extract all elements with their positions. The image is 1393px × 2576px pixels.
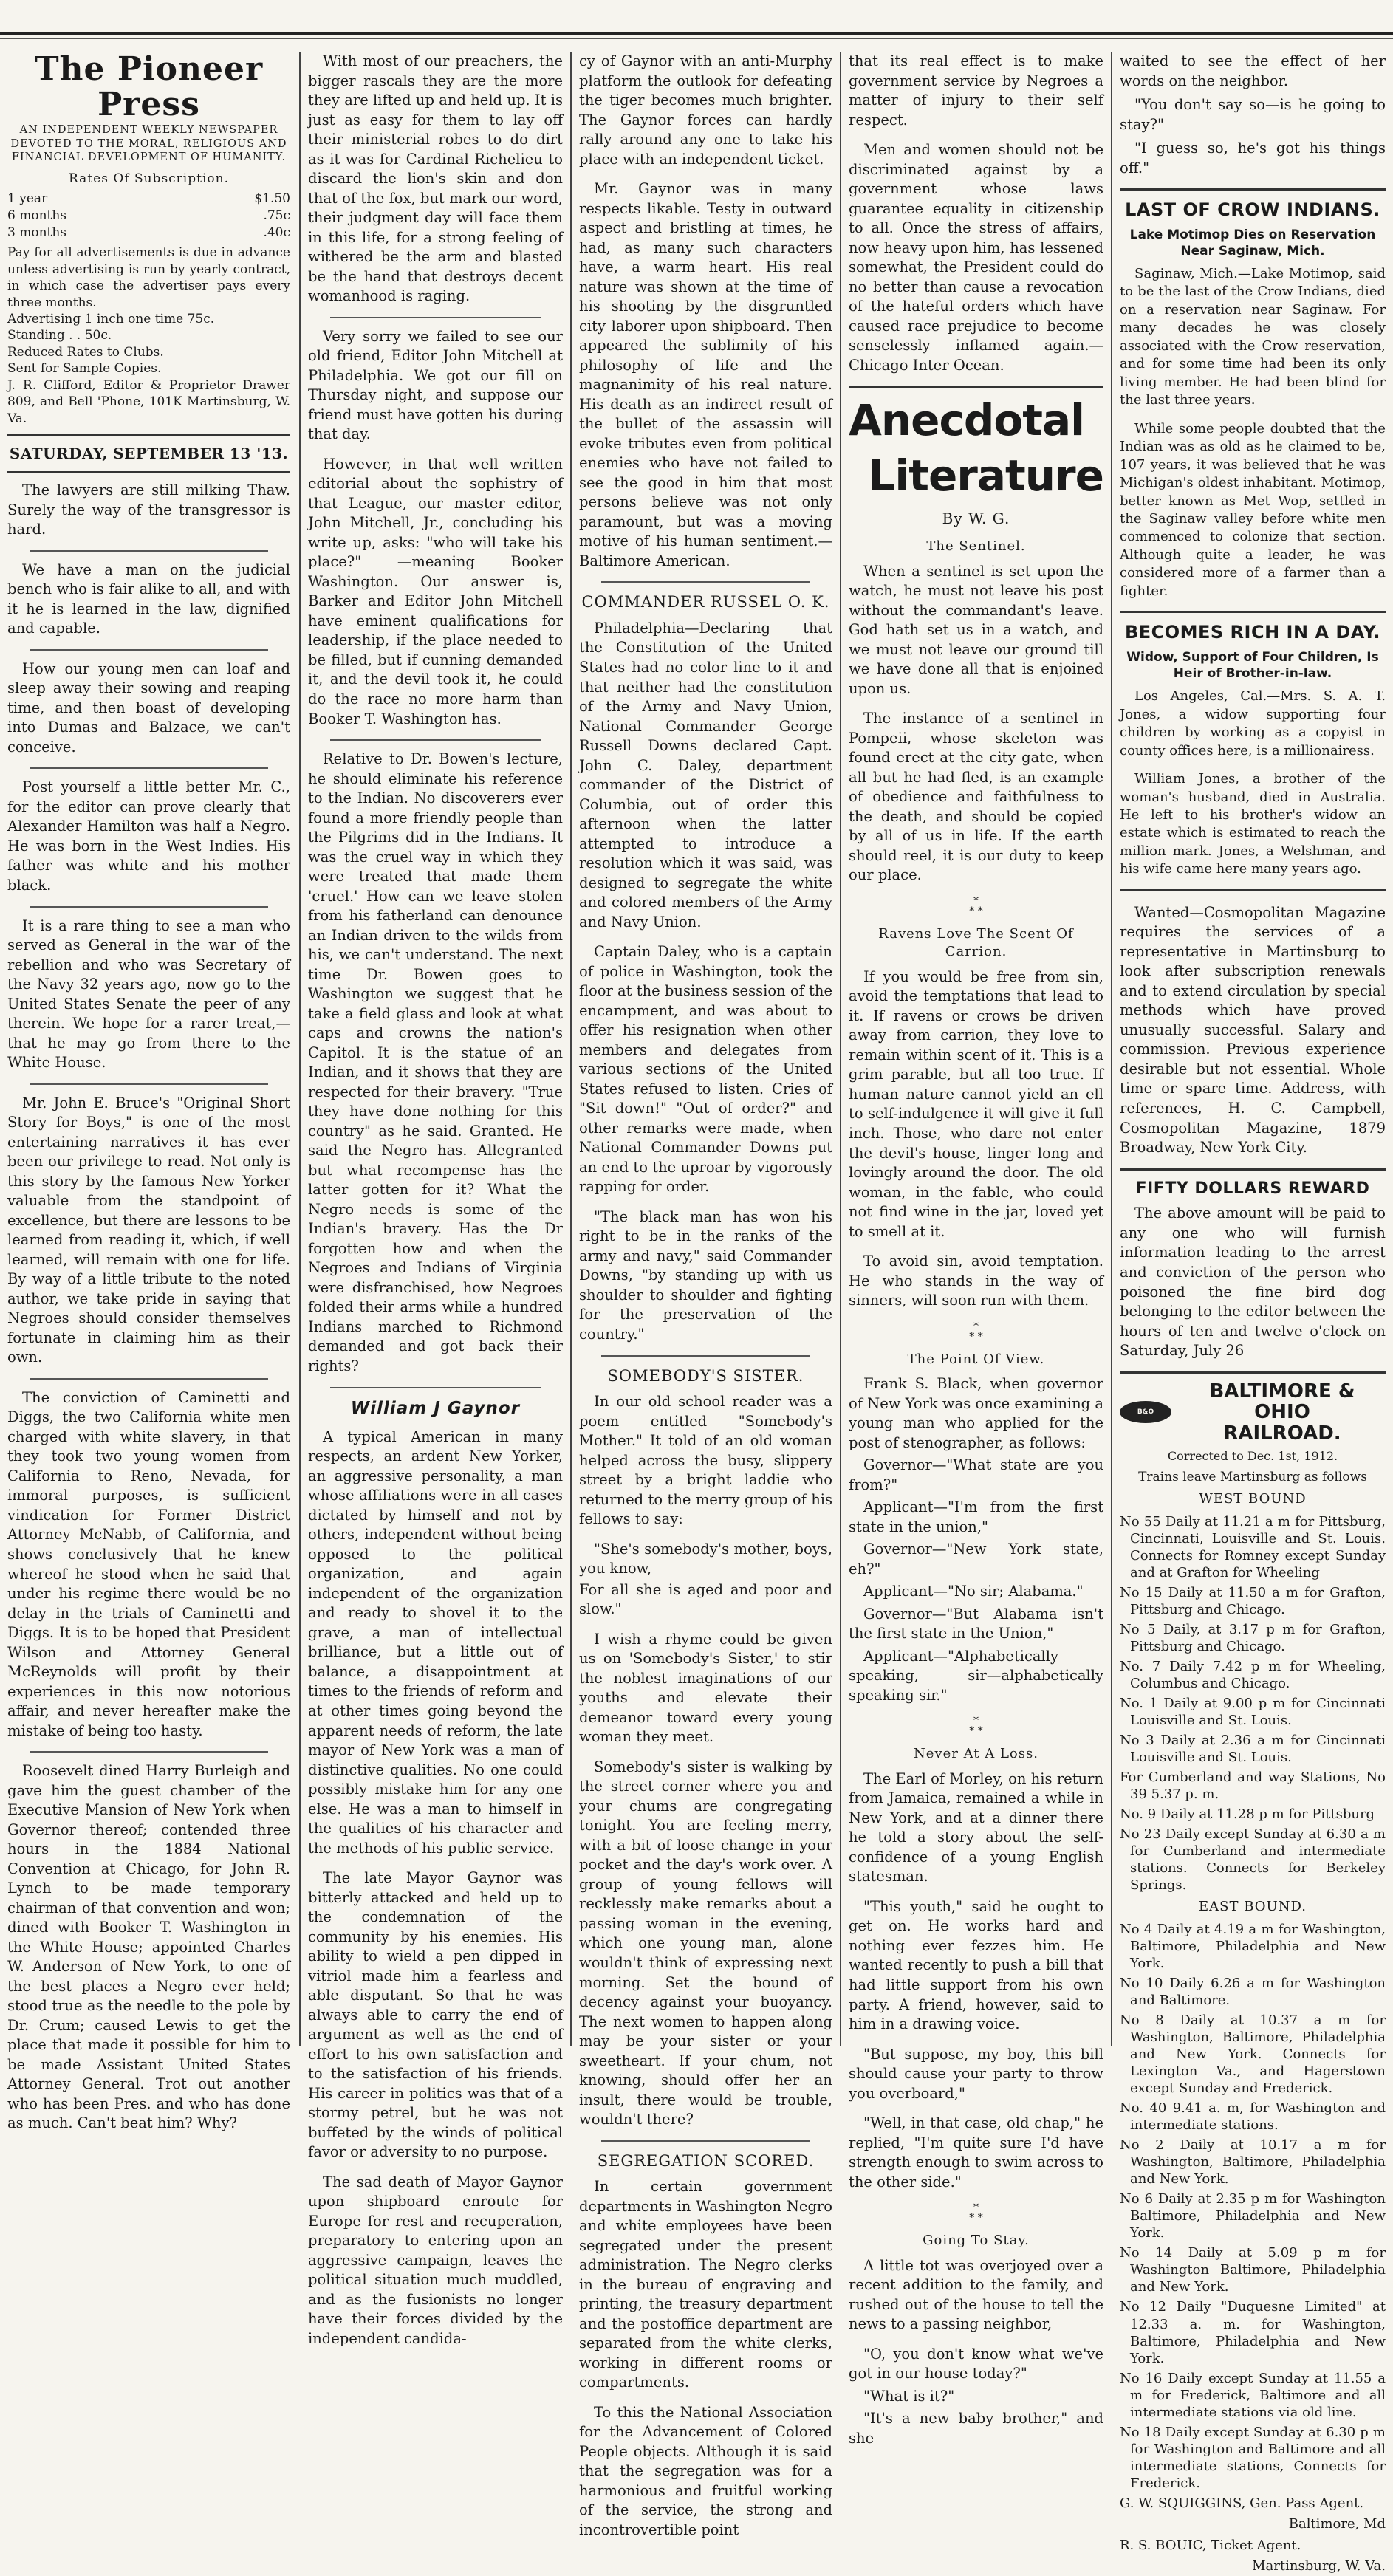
dialogue-line: Governor—"What state are you from?"	[849, 1456, 1103, 1493]
article-paragraph: Los Angeles, Cal.—Mrs. S. A. T. Jones, a widow supporting four children by working as a copyist in county offices here, is a millionairess.	[1120, 688, 1386, 758]
rule	[1120, 889, 1386, 891]
article-headline: SEGREGATION SCORED.	[597, 2151, 815, 2170]
anecdote-paragraph: A little tot was overjoyed over a recent addition to the family, and rushed out of the house to tell the news to a passing neighbor,	[849, 2256, 1103, 2333]
dialogue-line: Applicant—"I'm from the first state in the union,"	[849, 1498, 1103, 1535]
divider	[330, 317, 541, 318]
schedule-entry: No. 1 Daily at 9.00 p m for Cincinnati Louisville and St. Louis.	[1120, 1696, 1386, 1729]
anecdote-paragraph: To avoid sin, avoid temptation. He who stands in the way of sinners, will soon run with them.	[849, 1253, 1103, 1309]
rate-row: 6 months .75c	[7, 208, 290, 224]
editorial-paragraph: It is a rare thing to see a man who served as General in the war of the rebellion and who was Secretary of the Navy 32 years ago, now go to the United States Senate the peer of any therein. We hope for a rarer treat,—that he may go from there to the White House.	[7, 917, 290, 1072]
rule	[1120, 188, 1386, 191]
rule	[7, 434, 290, 436]
schedule-entry: No. 9 Daily at 11.28 p m for Pittsburg	[1120, 1806, 1375, 1823]
schedule-entry: No 10 Daily 6.26 a m for Washington and Baltimore.	[1120, 1975, 1386, 2008]
article-headline: William J Gaynor	[350, 1398, 521, 1418]
schedule-entry: No 2 Daily at 10.17 a m for Washington, Baltimore, Philadelphia and New York.	[1120, 2137, 1386, 2188]
byline: By W. G.	[942, 510, 1010, 528]
schedule-westbound	[1120, 1513, 1386, 1894]
article-paragraph: I wish a rhyme could be given us on 'Somebody's Sister,' to stir the noblest imaginations of our youths and elevate their demeanor toward every young woman they meet.	[579, 1630, 832, 1746]
agent-city: Martinsburg, W. Va.	[1252, 2558, 1386, 2575]
ornament: * * *	[969, 1715, 983, 1738]
schedule-entry: No 55 Daily at 11.21 a m for Pittsburg, Cincinnati, Louisville and St. Louis. Connects for Romney except Sunday and at Grafton for Wheeling	[1120, 1513, 1386, 1580]
editorial-paragraph: We have a man on the judicial bench who is fair alike to all, and with it he is learned in the law, dignified and capable.	[7, 561, 290, 637]
schedule-entry: No 18 Daily except Sunday at 6.30 p m for Washington and Baltimore and all intermediate stations, Connects for Frederick.	[1120, 2424, 1386, 2491]
section-title: Literature	[868, 451, 1103, 501]
anecdote-headline: Going To Stay.	[923, 2233, 1030, 2249]
divider	[601, 581, 810, 583]
editorial-paragraph: With most of our preachers, the bigger rascals they are the more they are lifted up and held up. It is just as easy for them to lay off their ministerial robes to do dirt as it was for Cardinal Richelieu to discard the lion's skin and don that of the fox, but mark our word, their judgment day will face them in this life, for a strong feeling of withered be the arm and blasted be the hand that destroys decent womanhood is raging.	[308, 52, 563, 305]
schedule-entry: No 12 Daily "Duquesne Limited" at 12.33 a. m. for Washington, Baltimore, Philadelphia and New York.	[1120, 2299, 1386, 2366]
editorial-paragraph: Post yourself a little better Mr. C., for the editor can prove clearly that Alexander Hamilton was half a Negro. He was born in the West Indies. His father was white and his mother black.	[7, 778, 290, 894]
article-paragraph: cy of Gaynor with an anti-Murphy platform the outlook for defeating the tiger becomes much brighter. The Gaynor forces can hardly rally around any one to take his place with an independent ticket.	[579, 52, 832, 168]
schedule-entry: For Cumberland and way Stations, No 39 5.37 p. m.	[1120, 1770, 1386, 1803]
divider	[330, 739, 541, 741]
dialogue-line: Applicant—"No sir; Alabama."	[863, 1583, 1084, 1600]
divider	[30, 550, 268, 552]
anecdote-headline: The Sentinel.	[926, 538, 1026, 555]
anecdote-paragraph: "Well, in that case, old chap," he replied, "I'm quite sure I'd have strength enough to swim across to the other side."	[849, 2114, 1103, 2190]
article-headline: BECOMES RICH IN A DAY.	[1124, 622, 1381, 643]
anecdote-paragraph: Frank S. Black, when governor of New York was once examining a young man who applied for the post of stenographer, as follows:	[849, 1375, 1103, 1451]
article-headline: LAST OF CROW INDIANS.	[1125, 199, 1380, 221]
schedule-entry: No. 40 9.41 a. m, for Washington and intermediate stations.	[1120, 2100, 1386, 2134]
schedule-entry: No 3 Daily at 2.36 a m for Cincinnati Louisville and St. Louis.	[1120, 1733, 1386, 1766]
article-paragraph: Mr. Gaynor was in many respects likable. Testy in outward aspect and bristling at times, he had, as many such characters have, a warm heart. His real nature was shown at the time of his shooting by the disgruntled city laborer upon shipboard. Then appeared the sublimity of his philosophy of life and the magnanimity of his real nature. His death as an indirect result of the bullet of the assassin will evoke tributes even from political enemies who have not failed to see the good in him that most persons believe was not only paramount, but was a moving motive of his human sentiment.—Baltimore American.	[579, 180, 832, 569]
ornament: * * *	[969, 1320, 983, 1343]
article-headline: COMMANDER RUSSEL O. K.	[581, 593, 830, 612]
schedule-heading: WEST BOUND	[1199, 1491, 1307, 1507]
column-3	[572, 52, 840, 2538]
agent-signature: G. W. SQUIGGINS, Gen. Pass Agent.	[1120, 2495, 1364, 2511]
article-subhead: Lake Motimop Dies on Reservation Near Saginaw, Mich.	[1129, 227, 1376, 258]
anecdote-paragraph: The instance of a sentinel in Pompeii, whose skeleton was found erect at the city gate, when all but he had fled, is an example of obedience and faithfulness to the death, and should be copied by all of us in life. If the earth should reel, it is our duty to keep our place.	[849, 710, 1103, 884]
dialogue-line: "It's a new baby brother," and she	[849, 2410, 1103, 2447]
article-headline: SOMEBODY'S SISTER.	[607, 1366, 804, 1385]
ornament: * * *	[969, 894, 983, 917]
classified-ad: Wanted—Cosmopolitan Magazine requires the services of a representative in Martinsburg to look after subscription renewals and to extend circulation by special methods which have proved unusually successful. Salary and commission. Previous experience desirable but not essential. Whole time or spare time. Address, with references, H. C. Campbell, Cosmopolitan Magazine, 1879 Broadway, New York City.	[1120, 903, 1386, 1157]
divider	[30, 767, 268, 769]
column-4	[841, 52, 1111, 2447]
schedule-entry: No 4 Daily at 4.19 a m for Washington, Baltimore, Philadelphia and New York.	[1120, 1921, 1386, 1971]
article-paragraph: The late Mayor Gaynor was bitterly attacked and held up to the condemnation of the community by his enemies. His ability to wield a pen dipped in vitriol made him a fearless and able disputant. So that he was always able to carry the end of argument as well as the end of effort to his own satisfaction and to the satisfaction of his friends. His career in politics was that of a stormy petrel, but he was not buffeted by the winds of political favor or adversity to no purpose.	[308, 1869, 563, 2161]
railroad-logo-icon: B&O	[1120, 1401, 1171, 1423]
dialogue-line: "You don't say so—is he going to stay?"	[1120, 96, 1386, 133]
article-paragraph: "The black man has won his right to be in the ranks of the army and navy," said Commander Downs, "by standing up with us shoulder to shoulder and fighting for the preservation of the country."	[579, 1208, 832, 1343]
editorial-paragraph: However, in that well written editorial about the sophistry of that League, our master editor, John Mitchell, Jr., concluding his write up, asks: "who will take his place?" —meaning Booker Washington. Our answer is, Barker and Editor John Mitchell have eminent qualifications for leadership, if the place needed to be filled, but if cunning demanded it, and the devil took it, he could do the race no more harm than Booker T. Washington has.	[308, 455, 563, 727]
editorial-paragraph: Roosevelt dined Harry Burleigh and gave him the guest chamber of the Executive Mansion of New York when Governor thereof; contended three hours in the 1884 National Convention at Chicago, for John R. Lynch to be made temporary chairman of that convention and won; dined with Booker T. Washington in the White House; appointed Charles W. Anderson of New York, to one of the best places a Negro ever held; stood true as the needle to the pole by Dr. Crum; caused Lewis to get the place that made it possible for him to be made Assistant United States Attorney General. Trot out another who has been Pres. and who has done as much. Can't beat him? Why?	[7, 1762, 290, 2132]
dialogue-line: Governor—"New York state, eh?"	[849, 1541, 1103, 1578]
article-subhead: Widow, Support of Four Children, Is Heir of Brother-in-law.	[1126, 649, 1379, 682]
editorial-paragraph: Mr. John E. Bruce's "Original Short Story for Boys," is one of the most entertaining narratives it has ever been our privilege to read. Not only is this story by the famous New Yorker valuable from the standpoint of excellence, but there are lessons to be learned from reading it, which, if well learned, will remain with one for life. By way of a little tribute to the noted author, we take pride in saying that Negroes should consider themselves fortunate in claiming him as their own.	[7, 1094, 290, 1366]
railroad-header	[1120, 1381, 1386, 1445]
divider	[330, 1387, 541, 1388]
divider	[601, 1355, 810, 1357]
schedule-entry: No 16 Daily except Sunday at 11.55 a m for Frederick, Baltimore and all intermediate stations via old line.	[1120, 2370, 1386, 2420]
article-paragraph: Captain Daley, who is a captain of police in Washington, took the floor at the business session of the encampment, and was about to offer his resignation when other members and delegates from various sections of the United States refused to listen. Cries of "Sit down!" "Out of order?" and other remarks were made, when National Commander Downs put an end to the uproar by vigorously rapping for order.	[579, 943, 832, 1196]
schedule-heading: EAST BOUND.	[1199, 1899, 1307, 1915]
masthead-notes: Pay for all advertisements is due in advance unless advertising is run by yearly contract, in which case the advertiser pays every three months. Advertising 1 inch one time 75c. Standing . . 50c. Reduced Rates to Clubs. Sent for Sample Copies. J. R. Clifford, Editor & Proprietor Drawer 809, and Bell 'Phone, 101K Martinsburg, W. Va.	[7, 245, 290, 426]
divider	[30, 906, 268, 908]
anecdote-paragraph: "But suppose, my boy, this bill should cause your party to throw you overboard,"	[849, 2045, 1103, 2102]
section-title: Anecdotal	[849, 395, 1085, 446]
rate-row: 1 year $1.50	[7, 191, 290, 207]
article-paragraph: Somebody's sister is walking by the street corner where you and your chums are congregating tonight. You are feeling merry, with a bit of loose change in your pocket and the day's work over. A group of young fellows will recklessly make remarks about a passing woman in the evening, which one young man, alone wouldn't think of expressing next morning. Set the bound of decency against your buoyancy. The next women to happen along may be your sister or your sweetheart. If your chum, not knowing, should offer her an insult, there would be trouble, wouldn't there?	[579, 1758, 832, 2128]
schedule-entry: No 14 Daily at 5.09 p m for Washington Baltimore, Philadelphia and New York.	[1120, 2245, 1386, 2295]
schedule-eastbound	[1120, 1921, 1386, 2492]
article-paragraph: William Jones, a brother of the woman's husband, died in Australia. He left to his brother's widow an estate which is estimated to reach the million mark. Jones, a Welshman, and his wife came here many years ago.	[1120, 771, 1386, 877]
article-paragraph: In our old school reader was a poem entitled "Somebody's Mother." It told of an old woman helped across the busy, slippery street by a bright laddie who returned to the merry group of his fellows to say:	[579, 1393, 832, 1528]
anecdote-headline: Never At A Loss.	[914, 1746, 1038, 1762]
rule	[1120, 1371, 1386, 1374]
ad-headline: FIFTY DOLLARS REWARD	[1135, 1179, 1370, 1198]
editorial-paragraph: Very sorry we failed to see our old friend, Editor John Mitchell at Philadelphia. We got our fill on Thursday night, and suppose our friend must have gotten his during that day.	[308, 327, 563, 443]
divider	[601, 2140, 810, 2142]
schedule-entry: No 15 Daily at 11.50 a m for Grafton, Pittsburg and Chicago.	[1120, 1584, 1386, 1617]
schedule-intro: Trains leave Martinsburg as follows	[1138, 1470, 1367, 1485]
article-paragraph: Men and women should not be discriminated against by a government whose laws guarantee equality in citizenship to all. Once the stress of affairs, now heavy upon him, has lessened somewhat, the President could do no better than cause a revocation of the hateful orders which have caused race prejudice to become senselessly inflamed again.—Chicago Inter Ocean.	[849, 141, 1103, 374]
rule	[849, 386, 1103, 388]
column-5	[1112, 52, 1393, 2575]
divider	[30, 1083, 268, 1085]
anecdote-paragraph: If you would be free from sin, avoid the temptations that lead to it. If ravens or crows be driven away from carrion, they love to remain within scent of it. This is a grim parable, but all too true. If human nature cannot yield an ell to self-indulgence it will give it full inch. Those, who dare not enter the devil's house, linger long and lovingly around the door. The old woman, in the fable, who could not find wine in the jar, loved yet to smell at it.	[849, 967, 1103, 1240]
schedule-entry: No 23 Daily except Sunday at 6.30 a m for Cumberland and intermediate stations. Connects for Berkeley Springs.	[1120, 1826, 1386, 1894]
dialogue-line: "I guess so, he's got his things off."	[1120, 140, 1386, 177]
agent-city: Baltimore, Md	[1288, 2516, 1386, 2532]
rates-list	[7, 191, 290, 242]
divider	[30, 1751, 268, 1753]
article-paragraph: Saginaw, Mich.—Lake Motimop, said to be the last of the Crow Indians, died on a reservation near Saginaw. For many decades he was closely associated with the Crow reservation, and for some time had been its only living member. He had been blind for the last three years.	[1120, 265, 1386, 408]
column-2	[301, 52, 570, 2347]
dialogue-line: Governor—"But Alabama isn't the first state in the Union,"	[849, 1605, 1103, 1642]
rate-row: 3 months .40c	[7, 225, 290, 241]
article-paragraph: A typical American in many respects, an ardent New Yorker, an aggressive personality, a man whose affiliations were in all cases dictated by himself and not by others, independent without being opposed to the political organization, and again independent of the organization and ready to shovel it to the grave, a man of intellectual brilliance, but a little out of balance, a disappointment at times to the friends of reform and at other times going beyond the apparent needs of reform, the late mayor of New York was a man of distinctive qualities. No one could possibly mistake him for any one else. He was a man to himself in the qualities of his character and the methods of his public service.	[308, 1428, 563, 1857]
anecdote-paragraph: The Earl of Morley, on his return from Jamaica, remained a while in New York, and at a dinner there he told a story about the self-confidence of a young English statesman.	[849, 1770, 1103, 1885]
schedule-entry: No 6 Daily at 2.35 p m for Washington Baltimore, Philadelphia and New York.	[1120, 2191, 1386, 2241]
editorial-paragraph: Relative to Dr. Bowen's lecture, he should eliminate his reference to the Indian. No discoverers ever found a more friendly people than the Pilgrims did in the Indians. It was the cruel way in which they were treated that made them 'cruel.' How can we leave stolen from his fatherland can denounce an Indian driven to the wilds from his, we can't understand. The next time Dr. Bowen goes to Washington we suggest that he take a field glass and look at what caps and crowns the nation's Capitol. It is the statue of an Indian, and it shows that they are respected for their bravery. "True they have done nothing for this country" as he said. Granted. He said the Negro has. Allegranted but what recompense has the latter gotten for it? What the Negro needs is some of the Indian's bravery. Has the Dr forgotten how and when the Negroes and Indians of Virginia were disfranchised, how Negroes folded their arms while a hundred Indians marched to Richmond demanded and got back their rights?	[308, 750, 563, 1374]
anecdote-paragraph: waited to see the effect of her words on the neighbor.	[1120, 52, 1386, 89]
ornament: * * *	[969, 2202, 983, 2224]
anecdote-headline: The Point Of View.	[907, 1351, 1045, 1367]
rates-title: Rates Of Subscription.	[68, 171, 229, 187]
dialogue-line: "What is it?"	[863, 2387, 955, 2405]
masthead-tagline: AN INDEPENDENT WEEKLY NEWSPAPER DEVOTED TO THE MORAL, RELIGIOUS AND FINANCIAL DEVELOPMENT OF HUMANITY.	[10, 123, 287, 164]
schedule-entry: No. 7 Daily 7.42 p m for Wheeling, Columbus and Chicago.	[1120, 1658, 1386, 1691]
top-rule	[0, 32, 1393, 35]
editorial-paragraph: The conviction of Caminetti and Diggs, the two California white men charged with white slavery, in that they took two young women from California to Reno, Nevada, for immoral purposes, is sufficient vindication for Former District Attorney McNabb, of California, and shows conclusively that he knew whereof he stood when he said that under his regime there would be no delay in the trials of Caminetti and Diggs. It is to be hoped that President Wilson and Attorney General McReynolds will profit by their experiences in this now notorious affair, and never hereafter make the mistake of being too hasty.	[7, 1388, 290, 1739]
agent-signature: R. S. BOUIC, Ticket Agent.	[1120, 2537, 1301, 2553]
top-rule-thin	[0, 38, 1393, 39]
editorial-paragraph: How our young men can loaf and sleep away their sowing and reaping time, and then boast of developing into Dumas and Balzace, we can't conceive.	[7, 660, 290, 756]
classified-ad: The above amount will be paid to any one who will furnish information leading to the arrest and conviction of the person who poisoned the fine bird dog belonging to the editor between the hours of ten and twelve o'clock on Saturday, July 26	[1120, 1205, 1386, 1360]
poem-line: "She's somebody's mother, boys, you know,	[579, 1540, 832, 1578]
article-paragraph: that its real effect is to make government service by Negroes a matter of injury to their self respect.	[849, 52, 1103, 129]
rule	[1120, 611, 1386, 613]
dialogue-line: Applicant—"Alphabetically speaking, sir—alphabetically speaking sir."	[849, 1647, 1103, 1704]
masthead-title: The Pioneer Press	[34, 50, 264, 124]
dialogue-line: "O, you don't know what we've got in our house today?"	[849, 2345, 1103, 2383]
article-paragraph: To this the National Association for the Advancement of Colored People objects. Although it is said that the segregation was for a harmonious and fruitful working of the service, the strong and incontrovertible point	[579, 2403, 832, 2538]
article-paragraph: In certain government departments in Washington Negro and white employees have been segregated under the present administration. The Negro clerks in the bureau of engraving and printing, the treasury department and the postoffice department are separated from the white clerks, working in different rooms or compartments.	[579, 2178, 832, 2391]
anecdote-headline: Ravens Love The Scent Of Carrion.	[878, 925, 1074, 960]
divider	[30, 649, 268, 651]
schedule-corrected: Corrected to Dec. 1st, 1912.	[1167, 1449, 1338, 1464]
article-paragraph: Philadelphia—Declaring that the Constitution of the United States had no color line to it and that neither had the constitution of the Army and Navy Union, National Commander George Russell Downs declared Capt. John C. Daley, department commander of the District of Columbia, out of order this afternoon when the latter attempted to introduce a resolution which it was said, was designed to segregate the white and colored members of the Army and Navy Union.	[579, 619, 832, 931]
rule	[1120, 1168, 1386, 1171]
editorial-paragraph: The lawyers are still milking Thaw. Surely the way of the transgressor is hard.	[7, 482, 290, 538]
anecdote-paragraph: When a sentinel is set upon the watch, he must not leave his post without the commandant's leave. God hath set us in a watch, and we must not leave our ground till we have done all that is enjoined upon us.	[849, 562, 1103, 697]
rule	[7, 471, 290, 473]
schedule-entry: No 5 Daily, at 3.17 p m for Grafton, Pittsburg and Chicago.	[1120, 1621, 1386, 1654]
column-1	[0, 50, 298, 2132]
divider	[30, 1378, 268, 1380]
railroad-name: BALTIMORE & OHIO RAILROAD.	[1209, 1380, 1355, 1445]
article-paragraph: The sad death of Mayor Gaynor upon shipboard enroute for Europe for rest and recuperation, preparatory to entering upon an aggressive campaign, leaves the political situation much muddled, and as the fusionists no longer have their forces divided by the independent candida-	[308, 2173, 563, 2347]
schedule-entry: No 8 Daily at 10.37 a m for Washington, Baltimore, Philadelphia and New York. Connects for Lexington Va., and Hagerstown except Sunday and Frederick.	[1120, 2012, 1386, 2097]
dateline: SATURDAY, SEPTEMBER 13 '13.	[9, 445, 289, 463]
poem-line: For all she is aged and poor and slow."	[579, 1580, 832, 1618]
article-paragraph: While some people doubted that the Indian was as old as he claimed to be, 107 years, it was believed that he was Michigan's oldest inhabitant. Motimop, better known as Met Wop, settled in the Saginaw valley before white men commenced to colonize that section. Although quite a leader, he was considered more of a farmer than a fighter.	[1120, 420, 1386, 599]
anecdote-paragraph: "This youth," said he ought to get on. He works hard and nothing ever fezzes him. He wanted recently to push a bill that had little support from his own party. A friend, however, said to him in a drawing voice.	[849, 1897, 1103, 2033]
